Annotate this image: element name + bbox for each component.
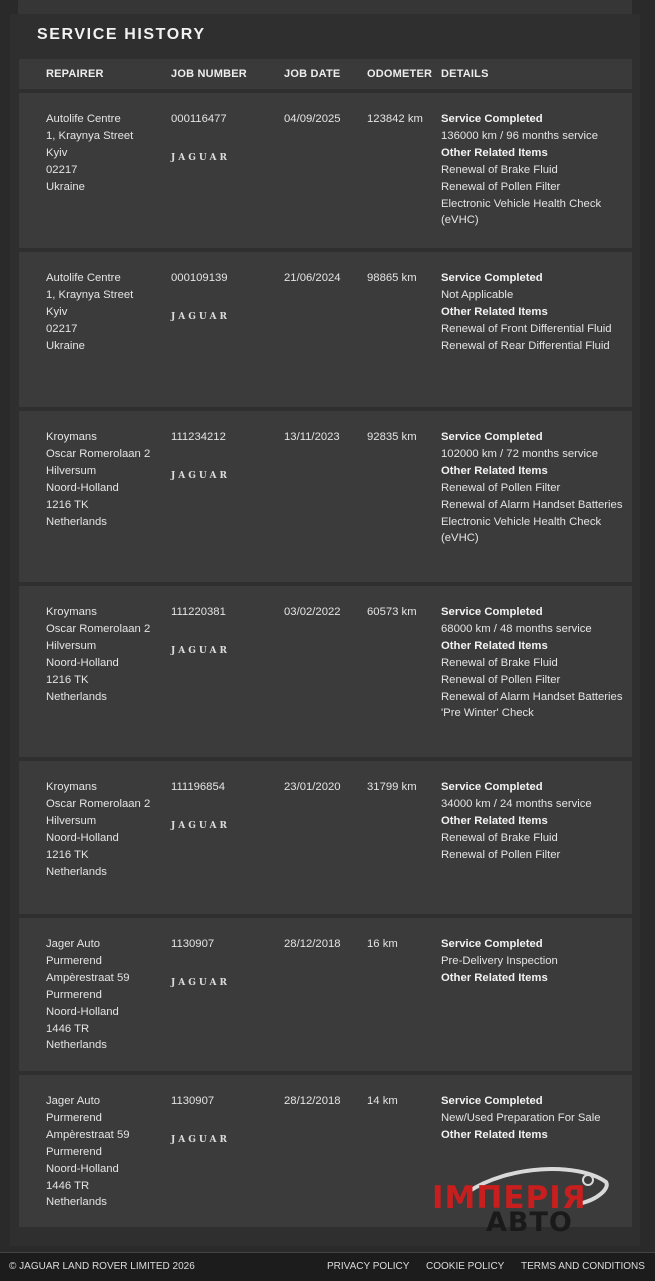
details-heading: Other Related Items bbox=[441, 1128, 548, 1141]
repairer-line: Noord-Holland bbox=[46, 1162, 119, 1175]
repairer-line: Jager Auto Purmerend bbox=[46, 1095, 102, 1124]
repairer-line: Netherlands bbox=[46, 1196, 107, 1209]
repairer-line: Oscar Romerolaan 2 bbox=[46, 797, 151, 810]
job-number-cell bbox=[171, 111, 271, 167]
details-item: Renewal of Brake Fluid bbox=[441, 831, 558, 844]
repairer-line: Hilversum bbox=[46, 814, 97, 827]
repairer-line: 02217 bbox=[46, 163, 78, 176]
repairer-line: Kroymans bbox=[46, 781, 97, 793]
details-item: Pre-Delivery Inspection bbox=[441, 954, 558, 967]
details-cell bbox=[441, 1093, 623, 1144]
job-number-cell bbox=[171, 270, 271, 326]
privacy-policy-link[interactable]: PRIVACY POLICY bbox=[327, 1261, 410, 1272]
details-cell bbox=[441, 111, 623, 229]
repairer-line: Netherlands bbox=[46, 690, 107, 703]
details-item: 136000 km / 96 months service bbox=[441, 129, 598, 142]
odometer-cell: 98865 km bbox=[367, 272, 417, 284]
odometer-cell: 60573 km bbox=[367, 606, 417, 618]
job-number: 111234212 bbox=[171, 431, 226, 443]
repairer-line: Noord-Holland bbox=[46, 481, 119, 494]
repairer-line: Noord-Holland bbox=[46, 831, 119, 844]
table-header bbox=[19, 59, 632, 89]
details-item: Renewal of Pollen Filter bbox=[441, 180, 561, 193]
repairer-cell bbox=[46, 270, 158, 355]
job-number: 000109139 bbox=[171, 272, 228, 284]
details-heading: Service Completed bbox=[441, 1095, 543, 1107]
jaguar-logo: JAGUAR bbox=[171, 152, 230, 163]
jaguar-logo: JAGUAR bbox=[171, 820, 230, 831]
details-item: Not Applicable bbox=[441, 288, 514, 301]
job-number: 1130907 bbox=[171, 938, 215, 950]
job-number-cell bbox=[171, 936, 271, 992]
details-heading: Other Related Items bbox=[441, 464, 548, 477]
jaguar-logo: JAGUAR bbox=[171, 977, 230, 988]
repairer-line: Ukraine bbox=[46, 339, 85, 352]
details-heading: Other Related Items bbox=[441, 639, 548, 652]
details-item: Renewal of Alarm Handset Batteries bbox=[441, 498, 623, 511]
details-heading: Other Related Items bbox=[441, 305, 548, 318]
job-number: 111220381 bbox=[171, 606, 226, 618]
details-heading: Service Completed bbox=[441, 606, 543, 618]
watermark-line1: ІМПЕРІЯ bbox=[432, 1180, 587, 1216]
details-item: Renewal of Brake Fluid bbox=[441, 656, 558, 669]
details-cell bbox=[441, 936, 623, 987]
repairer-line: Autolife Centre bbox=[46, 113, 121, 125]
top-strip bbox=[18, 0, 632, 14]
job-date-cell: 28/12/2018 bbox=[284, 938, 341, 950]
details-item: Renewal of Rear Differential Fluid bbox=[441, 339, 610, 352]
repairer-cell bbox=[46, 936, 158, 1054]
repairer-line: Purmerend bbox=[46, 988, 102, 1001]
details-item: 'Pre Winter' Check bbox=[441, 707, 534, 720]
details-heading: Service Completed bbox=[441, 431, 543, 443]
details-item: Renewal of Pollen Filter bbox=[441, 848, 561, 861]
repairer-cell bbox=[46, 429, 158, 530]
repairer-line: Hilversum bbox=[46, 639, 97, 652]
table-row bbox=[19, 411, 632, 582]
job-date-cell: 21/06/2024 bbox=[284, 272, 341, 284]
details-item: Electronic Vehicle Health Check (eVHC) bbox=[441, 197, 602, 227]
details-heading: Other Related Items bbox=[441, 146, 548, 159]
details-heading: Other Related Items bbox=[441, 971, 548, 984]
repairer-line: Ampèrestraat 59 bbox=[46, 971, 130, 984]
details-heading: Service Completed bbox=[441, 781, 543, 793]
repairer-line: 1446 TR bbox=[46, 1022, 90, 1035]
column-header-job-number: JOB NUMBER bbox=[171, 68, 247, 80]
repairer-line: Oscar Romerolaan 2 bbox=[46, 447, 151, 460]
job-number-cell bbox=[171, 1093, 271, 1149]
repairer-line: 1, Kraynya Street bbox=[46, 288, 134, 301]
job-date-cell: 23/01/2020 bbox=[284, 781, 341, 793]
odometer-cell: 16 km bbox=[367, 938, 398, 950]
job-number: 000116477 bbox=[171, 113, 227, 125]
repairer-line: 1, Kraynya Street bbox=[46, 129, 134, 142]
terms-link[interactable]: TERMS AND CONDITIONS bbox=[521, 1261, 645, 1272]
details-heading: Service Completed bbox=[441, 938, 543, 950]
jaguar-logo: JAGUAR bbox=[171, 470, 230, 481]
repairer-line: Ukraine bbox=[46, 180, 85, 193]
details-cell bbox=[441, 779, 623, 864]
details-cell bbox=[441, 270, 623, 355]
repairer-line: Autolife Centre bbox=[46, 272, 121, 284]
jaguar-logo: JAGUAR bbox=[171, 645, 230, 656]
details-item: Renewal of Brake Fluid bbox=[441, 163, 558, 176]
details-item: 102000 km / 72 months service bbox=[441, 447, 598, 460]
repairer-line: 1216 TK bbox=[46, 848, 89, 861]
odometer-cell: 14 km bbox=[367, 1095, 398, 1107]
details-item: Renewal of Alarm Handset Batteries bbox=[441, 690, 623, 703]
repairer-line: Purmerend bbox=[46, 1145, 102, 1158]
repairer-line: Kyiv bbox=[46, 305, 68, 318]
details-item: Renewal of Pollen Filter bbox=[441, 481, 561, 494]
job-number: 111196854 bbox=[171, 781, 226, 793]
column-header-repairer: REPAIRER bbox=[46, 68, 104, 80]
details-heading: Other Related Items bbox=[441, 814, 548, 827]
job-date-cell: 03/02/2022 bbox=[284, 606, 341, 618]
repairer-line: Hilversum bbox=[46, 464, 97, 477]
details-item: Electronic Vehicle Health Check (eVHC) bbox=[441, 515, 602, 545]
footer-copyright: © JAGUAR LAND ROVER LIMITED 2026 bbox=[9, 1261, 195, 1272]
watermark-logo bbox=[428, 1160, 618, 1240]
jaguar-logo: JAGUAR bbox=[171, 1134, 230, 1145]
details-item: 68000 km / 48 months service bbox=[441, 622, 592, 635]
repairer-line: Noord-Holland bbox=[46, 656, 119, 669]
details-heading: Service Completed bbox=[441, 272, 543, 284]
job-date-cell: 04/09/2025 bbox=[284, 113, 341, 125]
details-item: Renewal of Pollen Filter bbox=[441, 673, 561, 686]
repairer-line: Netherlands bbox=[46, 1039, 107, 1052]
column-header-job-date: JOB DATE bbox=[284, 68, 341, 80]
details-item: New/Used Preparation For Sale bbox=[441, 1111, 601, 1124]
repairer-line: Kyiv bbox=[46, 146, 68, 159]
repairer-line: Noord-Holland bbox=[46, 1005, 119, 1018]
table-row bbox=[19, 252, 632, 407]
details-heading: Service Completed bbox=[441, 113, 543, 125]
table-row bbox=[19, 93, 632, 248]
details-item: 34000 km / 24 months service bbox=[441, 797, 592, 810]
column-header-odometer: ODOMETER bbox=[367, 68, 433, 80]
odometer-cell: 31799 km bbox=[367, 781, 417, 793]
job-date-cell: 28/12/2018 bbox=[284, 1095, 341, 1107]
details-cell bbox=[441, 604, 623, 722]
repairer-line: Kroymans bbox=[46, 606, 97, 618]
repairer-cell bbox=[46, 111, 158, 196]
repairer-line: Jager Auto Purmerend bbox=[46, 938, 102, 967]
details-cell bbox=[441, 429, 623, 547]
repairer-line: 1216 TK bbox=[46, 498, 89, 511]
repairer-line: Oscar Romerolaan 2 bbox=[46, 622, 151, 635]
table-row bbox=[19, 918, 632, 1071]
repairer-line: Ampèrestraat 59 bbox=[46, 1128, 130, 1141]
repairer-line: 1446 TR bbox=[46, 1179, 90, 1192]
watermark-line2: АВТО bbox=[486, 1207, 573, 1238]
section-title: SERVICE HISTORY bbox=[37, 26, 206, 43]
repairer-line: Kroymans bbox=[46, 431, 97, 443]
column-header-details: DETAILS bbox=[441, 68, 489, 80]
repairer-cell bbox=[46, 604, 158, 705]
repairer-cell bbox=[46, 1093, 158, 1211]
repairer-line: 1216 TK bbox=[46, 673, 89, 686]
jaguar-logo: JAGUAR bbox=[171, 311, 230, 322]
job-number-cell bbox=[171, 604, 271, 660]
repairer-line: Netherlands bbox=[46, 865, 107, 878]
job-number-cell bbox=[171, 779, 271, 835]
table-row bbox=[19, 586, 632, 757]
odometer-cell: 123842 km bbox=[367, 113, 423, 125]
repairer-line: 02217 bbox=[46, 322, 78, 335]
repairer-line: Netherlands bbox=[46, 515, 107, 528]
details-item: Renewal of Front Differential Fluid bbox=[441, 322, 612, 335]
table-row bbox=[19, 761, 632, 914]
job-date-cell: 13/11/2023 bbox=[284, 431, 340, 443]
repairer-cell bbox=[46, 779, 158, 880]
footer bbox=[0, 1252, 655, 1281]
odometer-cell: 92835 km bbox=[367, 431, 417, 443]
job-number: 1130907 bbox=[171, 1095, 215, 1107]
job-number-cell bbox=[171, 429, 271, 485]
cookie-policy-link[interactable]: COOKIE POLICY bbox=[426, 1261, 505, 1272]
